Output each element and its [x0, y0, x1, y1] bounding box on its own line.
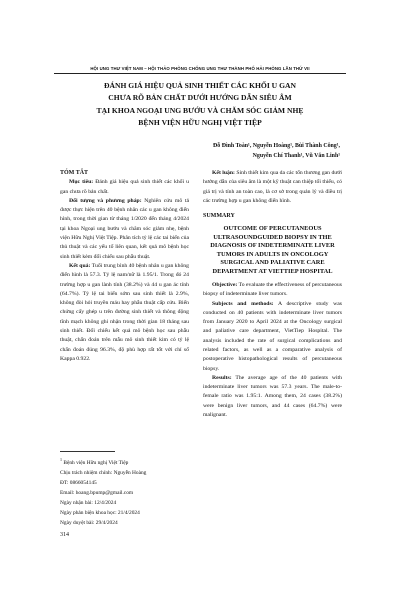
methods-paragraph: [60, 197, 189, 262]
objective-label: Mục tiêu:: [69, 179, 94, 186]
corresponding-author: Chịu trách nhiệm chính: Nguyễn Hoàng: [60, 469, 147, 476]
author-line: Nguyễn Chí Thanh¹, Vũ Văn Linh¹: [252, 152, 340, 159]
affiliation-line: [60, 455, 192, 468]
review-date: Ngày phản biện khoa học: 21/4/2024: [60, 510, 140, 517]
email-line: Email: hoang.bpump@gmail.com: [60, 490, 134, 497]
objective-text: Đánh giá hiệu quả sinh thiết các khối u gan chưa rõ bản chất.: [60, 179, 189, 195]
en-results-text: The average age of the 40 patients with indeterminate liver tumors was 57.3 years. The male-to-female ratio was 1.95:1. Among them, 24 cases (38.2%) were benign liver tumors, and 44 cases (64.7%) were malignant.: [203, 374, 342, 419]
results-label: Kết quả:: [69, 262, 91, 269]
methods-label: Đối tượng và phương pháp:: [69, 197, 142, 204]
conclusion-text: Sinh thiết kim qua da các tổn thương gan dưới hướng dẫn của siêu âm là một kỹ thuật can thiệp tối thiểu, có giá trị và tính an toàn cao, là cơ sở trong quản lý và điều trị các trường hợp u gan không điển hình.: [203, 170, 342, 204]
en-objective-label: Objective:: [212, 281, 238, 288]
title-line: BỆNH VIỆN HỮU NGHỊ VIỆT TIỆP: [138, 117, 262, 127]
footnote-rule: [60, 451, 115, 452]
en-objective-text: To evaluate the effectiveness of percutaneous biopsy of indeterminate liver tumors.: [203, 281, 342, 298]
header-rule: [54, 73, 346, 74]
article-title: [60, 80, 340, 129]
approval-date: Ngày duyệt bài: 29/4/2024: [60, 520, 118, 527]
methods-text: Nghiên cứu mô tả được thực hiện trên 40 bệnh nhân các u gan không điển hình, trong thời gian từ tháng 1/2020 đến tháng 4/2024 tại khoa Ngoại ung bướu và chăm sóc giảm nhẹ, bệnh viện Hữu Nghị Việt Tiệp. Phân tích tỷ lệ các tai biến của thủ thuật và các yếu tố liên quan, kết quả mô bệnh học sinh thiết kèm đối chiếu sau phẫu thuật.: [60, 197, 189, 260]
en-methods-paragraph: [203, 300, 342, 374]
results-paragraph: [60, 262, 189, 364]
author-line: Đỗ Đình Toàn¹, Nguyễn Hoàng¹, Bùi Thành Công¹,: [213, 143, 340, 149]
en-methods-label: Subjects and methods:: [212, 300, 274, 307]
english-title: OUTCOME OF PERCUTANEOUS ULTRASOUNDGUIDED BIOPSY IN THE DIAGNOSIS OF INDETERMINATE LIVER TUMORS IN ADULTS IN ONCOLOGY SURGICAL AND PALIATIVE CARE DEPARTMENT AT VIETTIEP HOSPITAL: [210, 225, 335, 275]
footnotes: [60, 455, 192, 528]
received-date: Ngày nhận bài: 12/4/2024: [60, 500, 117, 507]
abstract-right-column: [203, 169, 342, 420]
conclusion-paragraph: [203, 169, 342, 206]
abstract-heading: TÓM TẮT: [60, 170, 89, 176]
page-number: 314: [60, 532, 69, 538]
conclusion-label: Kết luận:: [212, 170, 235, 176]
affiliation-marker: 1: [60, 457, 62, 462]
title-line: CHƯA RÕ BẢN CHẤT DƯỚI HƯỚNG DẪN SIÊU ÂM: [108, 93, 292, 103]
running-head: HỘI UNG THƯ VIỆT NAM – HỘI THẢO PHÒNG CHỐNG UNG THƯ THÀNH PHỐ HẢI PHÒNG LẦN THỨ VII: [90, 66, 310, 71]
en-methods-text: A descriptive study was conducted on 40 patients with indeterminate liver tumors from January 2020 to April 2024 at the Oncology surgical and paliative care department, VietTiep Hospital. The analysis included the rate of surgical complications and related factors, as well as a comparative analysis of postoperative histopathological results of percutaneous biopsy.: [203, 300, 342, 372]
results-text: Tuổi trung bình 40 bệnh nhân u gan không điển hình là 57.3. Tỷ lệ nam/nữ là 1.95/1. Trong đó 24 trường hợp u gan lành tính (38.2%) và 44 u gan ác tính (64.7%). Tỷ lệ tai biến sớm sau sinh thiết là 2.9%, không đòi hỏi truyền máu hay phẫu thuật cấp cứu. Biến chứng cấy ghép u trên đường sinh thiết và thông động tĩnh mạch không ghi nhận trong thời gian 18 tháng sau sinh thiết. Đối chiếu kết quả mô bệnh học sau phẫu thuật, chẩn đoán trên mẫu mô sinh thiết kim có tỷ lệ chẩn đoán đúng 96.3%, độ phù hợp rất tốt với chỉ số Kappa 0.922.: [60, 262, 189, 362]
abstract-vietnamese-column: [60, 169, 189, 364]
en-objective-paragraph: [203, 281, 342, 300]
author-list: [213, 142, 340, 162]
title-line: ĐÁNH GIÁ HIỆU QUẢ SINH THIẾT CÁC KHỐI U GAN: [104, 81, 296, 90]
phone-line: ĐT: 0866054145: [60, 479, 97, 486]
affiliation-text: Bệnh viện Hữu nghị Việt Tiệp: [63, 459, 129, 466]
objective-paragraph: [60, 178, 189, 197]
title-line: TẠI KHOA NGOẠI UNG BƯỚU VÀ CHĂM SÓC GIẢM NHẸ: [96, 105, 304, 115]
en-results-paragraph: [203, 374, 342, 420]
en-results-label: Results:: [212, 374, 232, 381]
summary-heading: SUMMARY: [203, 213, 235, 220]
